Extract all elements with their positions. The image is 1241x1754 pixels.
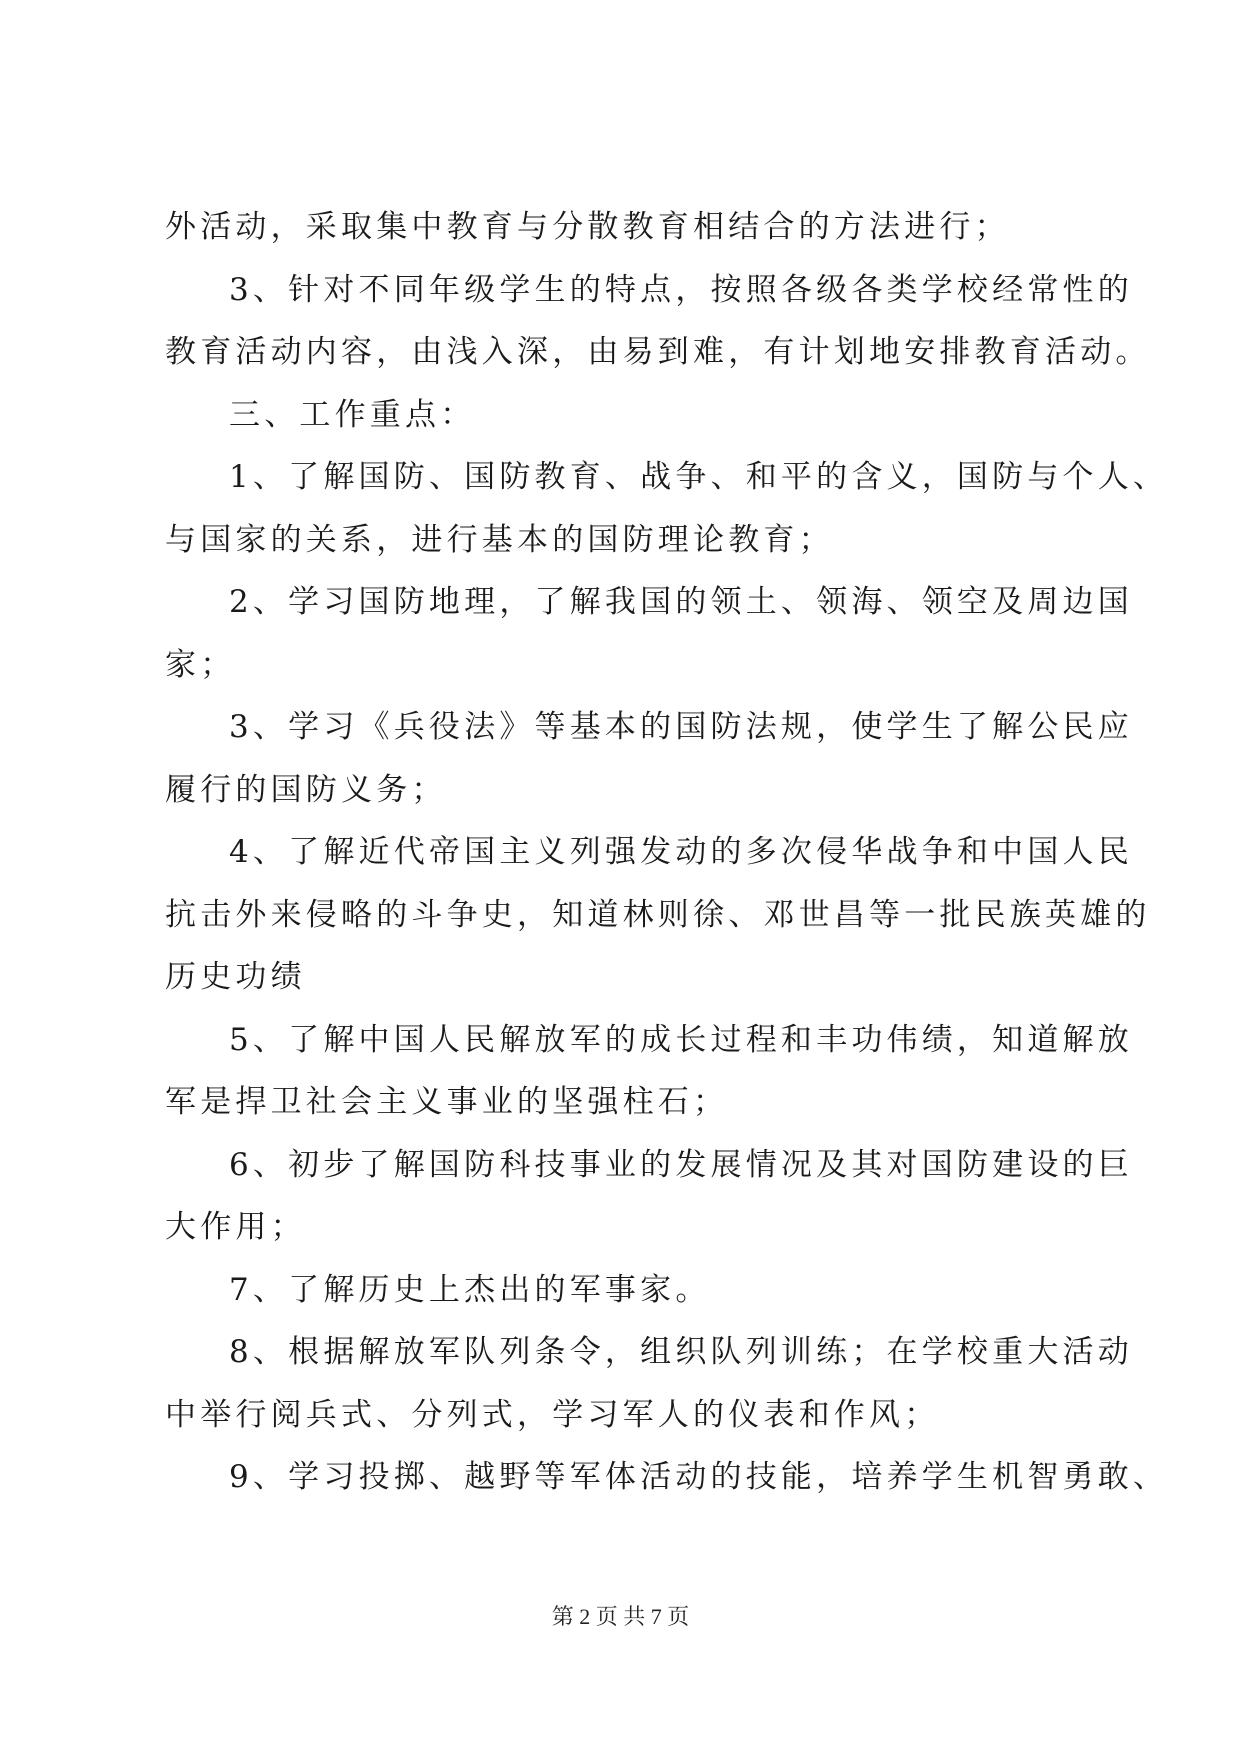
text-line: 6、初步了解国防科技事业的发展情况及其对国防建设的巨 [229, 1146, 1133, 1183]
text-line: 8、根据解放军队列条令，组织队列训练；在学校重大活动 [229, 1334, 1133, 1370]
text-line: 3、学习《兵役法》等基本的国防法规，使学生了解公民应 [229, 709, 1133, 745]
text-line: 与国家的关系，进行基本的国防理论教育； [165, 521, 834, 558]
text-line: 9、学习投掷、越野等军体活动的技能，培养学生机智勇敢、 [229, 1459, 1169, 1495]
text-line: 7、了解历史上杰出的军事家。 [229, 1271, 711, 1308]
text-line: 3、针对不同年级学生的特点，按照各级各类学校经常性的 [229, 271, 1133, 308]
text-line: 1、了解国防、国防教育、战争、和平的含义，国防与个人、 [229, 459, 1169, 495]
text-line: 军是捍卫社会主义事业的坚强柱石； [165, 1084, 729, 1120]
text-line: 抗击外来侵略的斗争史，知道林则徐、邓世昌等一批民族英雄的 [165, 896, 1151, 933]
text-line: 履行的国防义务； [165, 771, 447, 808]
text-line: 4、了解近代帝国主义列强发动的多次侵华战争和中国人民 [229, 834, 1133, 870]
text-line: 5、了解中国人民解放军的成长过程和丰功伟绩，知道解放 [229, 1021, 1133, 1058]
text-line: 三、工作重点： [229, 396, 476, 433]
text-line: 中举行阅兵式、分列式，学习军人的仪表和作风； [165, 1396, 940, 1433]
text-line: 教育活动内容，由浅入深，由易到难，有计划地安排教育活动。 [165, 334, 1151, 370]
document-body [165, 196, 1169, 1509]
page-footer: 第 2 页 共 7 页 [551, 1604, 690, 1629]
text-line: 2、学习国防地理，了解我国的领土、领海、领空及周边国 [229, 584, 1133, 620]
text-line: 外活动，采取集中教育与分散教育相结合的方法进行； [165, 209, 1010, 245]
text-line: 家； [165, 646, 236, 683]
text-line: 大作用； [165, 1209, 306, 1245]
text-line: 历史功绩 [165, 959, 306, 995]
